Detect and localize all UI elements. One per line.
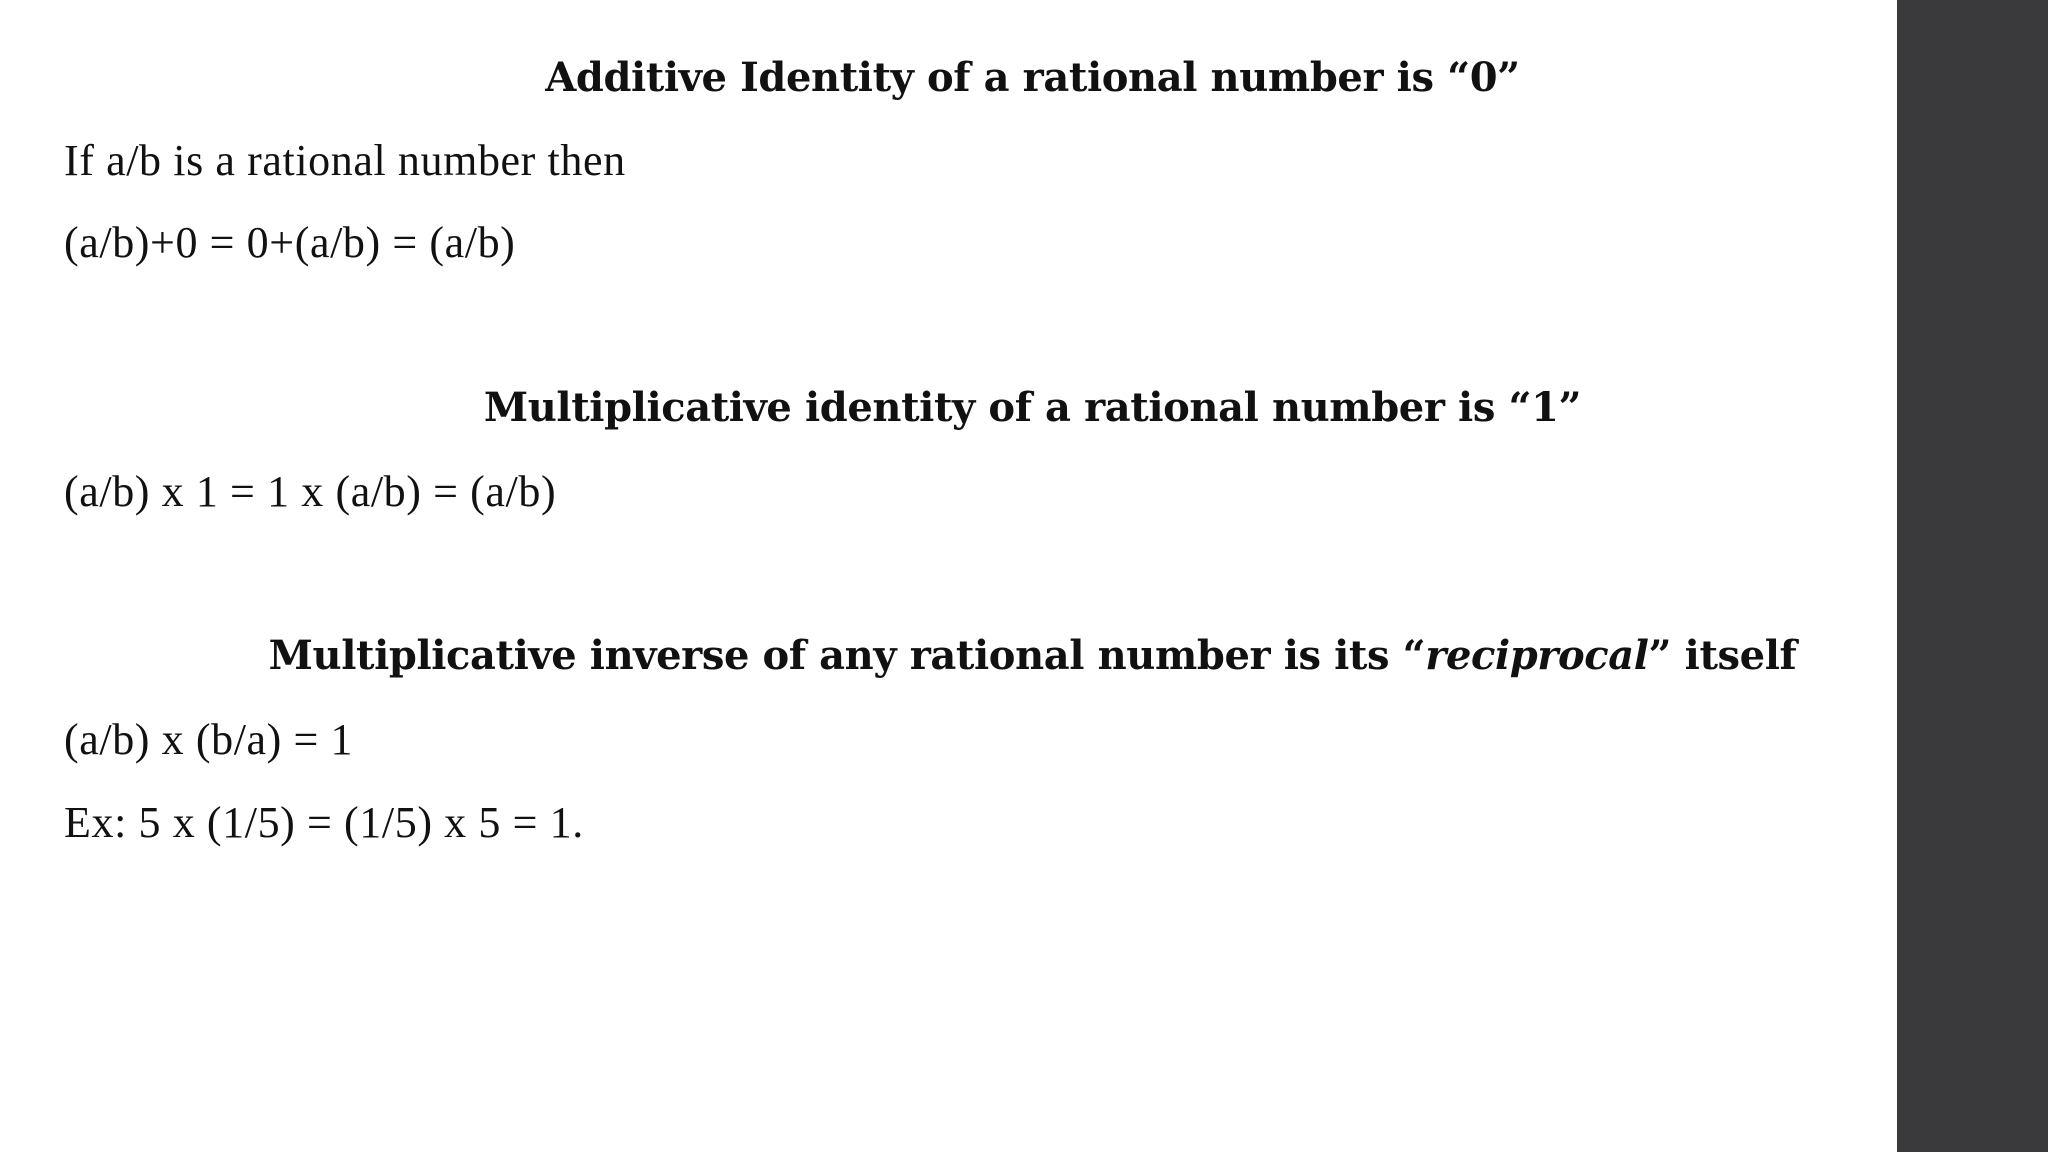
additive-identity-intro: If a/b is a rational number then: [64, 136, 626, 185]
multiplicative-inverse-equation: (a/b) x (b/a) = 1: [64, 715, 354, 764]
additive-identity-heading: Additive Identity of a rational number is “0”: [545, 54, 1520, 101]
reciprocal-emphasis: reciprocal: [1425, 632, 1649, 679]
multiplicative-inverse-heading-start: Multiplicative inverse of any rational number is its “: [268, 632, 1426, 679]
additive-identity-equation: (a/b)+0 = 0+(a/b) = (a/b): [64, 218, 516, 267]
multiplicative-identity-heading: Multiplicative identity of a rational number is “1”: [483, 384, 1582, 431]
multiplicative-inverse-example: Ex: 5 x (1/5) = (1/5) x 5 = 1.: [64, 798, 584, 847]
side-bar: [1897, 0, 2048, 1152]
multiplicative-identity-equation: (a/b) x 1 = 1 x (a/b) = (a/b): [64, 467, 557, 516]
multiplicative-inverse-heading-end: ” itself: [1648, 632, 1797, 679]
multiplicative-inverse-heading: [0, 630, 2048, 682]
